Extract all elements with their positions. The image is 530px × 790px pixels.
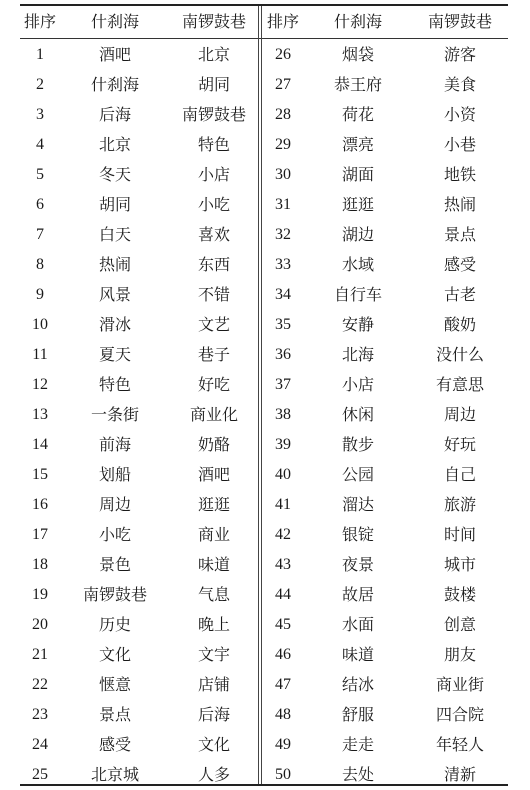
shichahai-cell: 自行车 [333,285,382,304]
table-row [262,640,508,670]
rank-cell: 41 [275,496,291,513]
rank-cell: 46 [275,646,291,663]
nanluoguxiang-cell: 文化 [197,735,230,754]
table-row [20,100,258,130]
nanluoguxiang-cell: 朋友 [443,645,476,664]
nanluoguxiang-cell: 时间 [443,525,476,544]
table-row [262,610,508,640]
rank-cell: 11 [32,346,48,363]
shichahai-cell: 惬意 [98,675,131,694]
rank-cell: 33 [275,256,291,273]
table-row [262,40,508,70]
shichahai-cell: 走走 [341,735,374,754]
table-row [262,250,508,280]
table-row [20,700,258,730]
nanluoguxiang-cell: 年轻人 [435,735,484,754]
rank-cell: 37 [275,376,291,393]
shichahai-cell: 湖边 [341,225,374,244]
table-row [20,130,258,160]
table-row [262,520,508,550]
rank-cell: 45 [275,616,291,633]
nanluoguxiang-cell: 东西 [197,255,230,274]
nanluoguxiang-cell: 鼓楼 [443,585,476,604]
shichahai-cell: 一条街 [90,405,139,424]
table-row [20,250,258,280]
shichahai-cell: 味道 [341,645,374,664]
rank-cell: 20 [32,616,48,633]
rank-cell: 4 [36,136,44,153]
nanluoguxiang-cell: 好玩 [443,435,476,454]
rank-cell: 49 [275,736,291,753]
nanluoguxiang-cell: 巷子 [197,345,230,364]
table-row [20,580,258,610]
nanluoguxiang-cell: 热闹 [443,195,476,214]
rank-cell: 35 [275,316,291,333]
rank-cell: 21 [32,646,48,663]
shichahai-cell: 北京 [98,135,131,154]
table-row [20,730,258,760]
table-row [20,160,258,190]
shichahai-cell: 后海 [98,105,131,124]
table-row [262,130,508,160]
shichahai-cell: 小吃 [98,525,131,544]
rank-cell: 50 [275,766,291,783]
nanluoguxiang-cell: 不错 [197,285,230,304]
rank-cell: 13 [32,406,48,423]
table-row [20,370,258,400]
table-row [262,430,508,460]
nanluoguxiang-cell: 小店 [197,165,230,184]
shichahai-cell: 公园 [341,465,374,484]
rank-cell: 48 [275,706,291,723]
table-row [20,40,258,70]
shichahai-cell: 历史 [98,615,131,634]
rank-cell: 28 [275,106,291,123]
shichahai-cell: 烟袋 [341,45,374,64]
rank-cell: 31 [275,196,291,213]
nanluoguxiang-cell: 城市 [443,555,476,574]
nanluoguxiang-cell: 清新 [443,765,476,784]
shichahai-cell: 逛逛 [341,195,374,214]
table-row [262,670,508,700]
header-row-right [262,6,508,38]
table-row [20,70,258,100]
rank-cell: 3 [36,106,44,123]
shichahai-cell: 散步 [341,435,374,454]
nanluoguxiang-cell: 文宇 [197,645,230,664]
shichahai-cell: 南锣鼓巷 [82,585,147,604]
shichahai-cell: 小店 [341,375,374,394]
nanluoguxiang-cell: 文艺 [197,315,230,334]
rank-cell: 42 [275,526,291,543]
table-row [20,340,258,370]
shichahai-cell: 冬天 [98,165,131,184]
shichahai-cell: 湖面 [341,165,374,184]
rank-cell: 30 [275,166,291,183]
nanluoguxiang-cell: 小资 [443,105,476,124]
table-row [262,490,508,520]
table-row [262,730,508,760]
shichahai-cell: 去处 [341,765,374,784]
nanluoguxiang-cell: 喜欢 [197,225,230,244]
rank-cell: 9 [36,286,44,303]
table-row [262,580,508,610]
rank-cell: 18 [32,556,48,573]
nanluoguxiang-cell: 感受 [443,255,476,274]
table-row [20,220,258,250]
table-row [20,190,258,220]
nanluoguxiang-cell: 没什么 [435,345,484,364]
shichahai-cell: 酒吧 [98,45,131,64]
table-row [262,700,508,730]
nanluoguxiang-cell: 游客 [443,45,476,64]
header-row-left [20,6,258,38]
header-rule [20,38,508,39]
nanluoguxiang-cell: 好吃 [197,375,230,394]
nanluoguxiang-cell: 小吃 [197,195,230,214]
nanluoguxiang-cell: 自己 [443,465,476,484]
nanluoguxiang-cell: 创意 [443,615,476,634]
shichahai-cell: 故居 [341,585,374,604]
rank-cell: 29 [275,136,291,153]
rank-cell: 10 [32,316,48,333]
rank-cell: 2 [36,76,44,93]
header-nanluoguxiang: 南锣鼓巷 [427,12,492,31]
rank-cell: 32 [275,226,291,243]
table-row [262,160,508,190]
rank-cell: 14 [32,436,48,453]
nanluoguxiang-cell: 有意思 [435,375,484,394]
rank-cell: 24 [32,736,48,753]
header-shichahai: 什刹海 [90,12,139,31]
shichahai-cell: 特色 [98,375,131,394]
table-row [20,310,258,340]
table-row [262,220,508,250]
shichahai-cell: 恭王府 [333,75,382,94]
shichahai-cell: 结冰 [341,675,374,694]
shichahai-cell: 什刹海 [90,75,139,94]
rank-cell: 16 [32,496,48,513]
rank-cell: 39 [275,436,291,453]
rank-cell: 15 [32,466,48,483]
shichahai-cell: 周边 [98,495,131,514]
rank-cell: 1 [36,46,44,63]
rank-cell: 36 [275,346,291,363]
table-row [20,400,258,430]
table-row [20,670,258,700]
nanluoguxiang-cell: 特色 [197,135,230,154]
nanluoguxiang-cell: 店铺 [197,675,230,694]
nanluoguxiang-cell: 酒吧 [197,465,230,484]
nanluoguxiang-cell: 酸奶 [443,315,476,334]
rank-cell: 40 [275,466,291,483]
table-row [20,640,258,670]
rank-cell: 43 [275,556,291,573]
nanluoguxiang-cell: 景点 [443,225,476,244]
shichahai-cell: 划船 [98,465,131,484]
header-rank: 排序 [23,12,56,31]
nanluoguxiang-cell: 商业街 [435,675,484,694]
shichahai-cell: 热闹 [98,255,131,274]
nanluoguxiang-cell: 逛逛 [197,495,230,514]
nanluoguxiang-cell: 南锣鼓巷 [181,105,246,124]
table-row [262,460,508,490]
shichahai-cell: 景点 [98,705,131,724]
shichahai-cell: 水面 [341,615,374,634]
table-row [20,430,258,460]
table-row [20,280,258,310]
shichahai-cell: 景色 [98,555,131,574]
nanluoguxiang-cell: 商业化 [189,405,238,424]
rank-cell: 5 [36,166,44,183]
shichahai-cell: 安静 [341,315,374,334]
rank-cell: 26 [275,46,291,63]
nanluoguxiang-cell: 周边 [443,405,476,424]
rank-cell: 12 [32,376,48,393]
shichahai-cell: 舒服 [341,705,374,724]
shichahai-cell: 前海 [98,435,131,454]
rank-cell: 25 [32,766,48,783]
nanluoguxiang-cell: 味道 [197,555,230,574]
rank-cell: 44 [275,586,291,603]
rank-cell: 6 [36,196,44,213]
table-row [20,520,258,550]
rank-cell: 8 [36,256,44,273]
shichahai-cell: 银锭 [341,525,374,544]
rank-cell: 34 [275,286,291,303]
nanluoguxiang-cell: 人多 [197,765,230,784]
shichahai-cell: 夜景 [341,555,374,574]
nanluoguxiang-cell: 北京 [197,45,230,64]
table-row [20,610,258,640]
rank-cell: 47 [275,676,291,693]
shichahai-cell: 文化 [98,645,131,664]
header-nanluoguxiang: 南锣鼓巷 [181,12,246,31]
table-row [20,550,258,580]
rank-cell: 23 [32,706,48,723]
nanluoguxiang-cell: 旅游 [443,495,476,514]
shichahai-cell: 白天 [98,225,131,244]
shichahai-cell: 夏天 [98,345,131,364]
rank-cell: 17 [32,526,48,543]
rank-cell: 38 [275,406,291,423]
table-row [20,460,258,490]
rank-cell: 27 [275,76,291,93]
table-row [262,190,508,220]
table-row [262,340,508,370]
table-row [262,310,508,340]
nanluoguxiang-cell: 四合院 [435,705,484,724]
header-shichahai: 什刹海 [333,12,382,31]
table-row [262,370,508,400]
shichahai-cell: 水域 [341,255,374,274]
rank-cell: 22 [32,676,48,693]
nanluoguxiang-cell: 胡同 [197,75,230,94]
shichahai-cell: 感受 [98,735,131,754]
nanluoguxiang-cell: 美食 [443,75,476,94]
table-row [262,280,508,310]
shichahai-cell: 漂亮 [341,135,374,154]
table-row [262,400,508,430]
shichahai-cell: 风景 [98,285,131,304]
shichahai-cell: 荷花 [341,105,374,124]
shichahai-cell: 滑冰 [98,315,131,334]
header-rank: 排序 [266,12,299,31]
table-row [262,100,508,130]
shichahai-cell: 北京城 [90,765,139,784]
nanluoguxiang-cell: 气息 [197,585,230,604]
shichahai-cell: 溜达 [341,495,374,514]
nanluoguxiang-cell: 晚上 [197,615,230,634]
nanluoguxiang-cell: 奶酪 [197,435,230,454]
table-row [262,550,508,580]
table-row [262,760,508,790]
nanluoguxiang-cell: 后海 [197,705,230,724]
nanluoguxiang-cell: 地铁 [443,165,476,184]
shichahai-cell: 胡同 [98,195,131,214]
table-row [20,490,258,520]
table-row [262,70,508,100]
table-row [20,760,258,790]
rank-cell: 19 [32,586,48,603]
nanluoguxiang-cell: 古老 [443,285,476,304]
nanluoguxiang-cell: 商业 [197,525,230,544]
shichahai-cell: 北海 [341,345,374,364]
rank-cell: 7 [36,226,44,243]
nanluoguxiang-cell: 小巷 [443,135,476,154]
shichahai-cell: 休闲 [341,405,374,424]
